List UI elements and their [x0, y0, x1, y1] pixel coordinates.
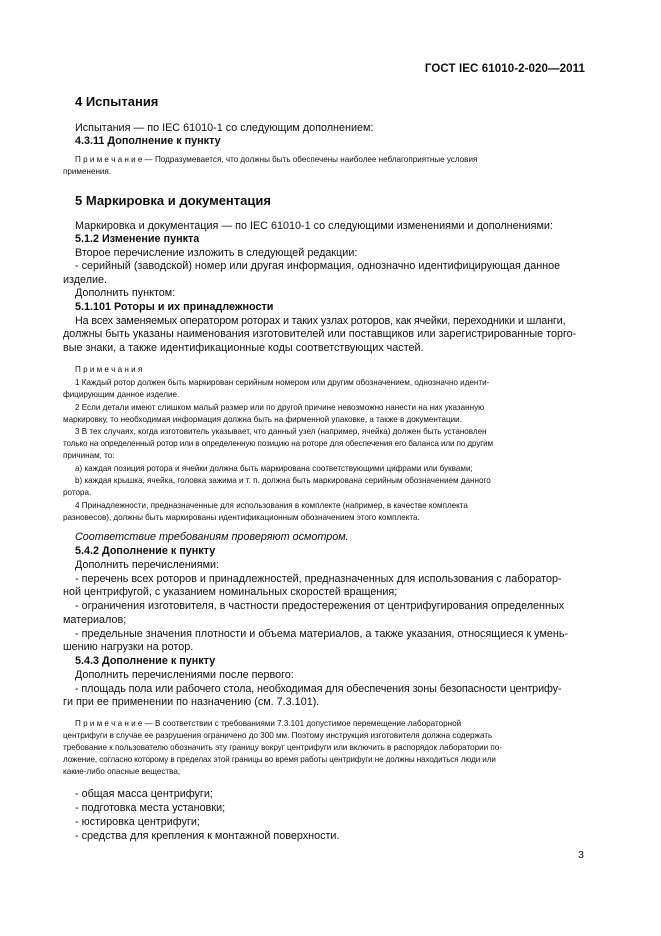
- p1-line1: На всех заменяемых оператором роторах и таких узлах роторов, как ячейки, переходники и шланги,: [75, 315, 566, 327]
- note-1b: фицирующим данное изделие.: [63, 390, 180, 399]
- section-4-heading: 4 Испытания: [75, 94, 159, 109]
- note-2b: маркировку, то необходимая информация должна быть на фирменной упаковке, а также в документации.: [63, 415, 462, 424]
- list-item-3: - юстировка центрифуги;: [75, 816, 200, 828]
- list-item-2: - подготовка места установки;: [75, 802, 226, 814]
- note-2-line5: какие-либо опасные вещества;: [63, 767, 181, 776]
- list-item-1: - общая масса центрифуги;: [75, 788, 213, 800]
- bullet-3a: - предельные значения плотности и объема материалов, а также указания, относящиеся к умень-: [75, 628, 569, 640]
- note-label: П р и м е ч а н и е: [75, 155, 143, 164]
- clause-5-1-2-text2b: изделие.: [63, 274, 108, 286]
- note-4a: 4 Принадлежности, предназначенные для использования в комплекте (например, в качестве комплекта: [75, 501, 468, 510]
- bullet-2a: - ограничения изготовителя, в частности предостережения от центрифугирования определенных: [75, 600, 565, 612]
- clause-5-4-3-item-b: ги при ее применении по назначению (см. 7.3.101).: [63, 696, 320, 708]
- section-5-text: Маркировка и документация — по IEC 61010-1 со следующими изменениями и дополнениями:: [75, 220, 553, 232]
- clause-4-3-11: 4.3.11 Дополнение к пункту: [75, 135, 221, 147]
- section-4-text: Испытания — по IEC 61010-1 со следующим дополнением:: [75, 122, 374, 134]
- clause-5-4-3: 5.4.3 Дополнение к пункту: [75, 655, 216, 667]
- p1-line3: вые знаки, а также идентификационные коды соответствующих частей.: [63, 342, 424, 354]
- conformity-check: Соответствие требованиям проверяют осмотром.: [75, 531, 349, 543]
- clause-5-4-2: 5.4.2 Дополнение к пункту: [75, 545, 216, 557]
- note-2a: 2 Если детали имеют слишком малый размер или по другой причине невозможно нанести на них указанную: [75, 403, 485, 412]
- standard-header: ГОСТ IEC 61010-2-020—2011: [424, 63, 585, 75]
- clause-5-1-101: 5.1.101 Роторы и их принадлежности: [75, 301, 274, 313]
- section-5-heading: 5 Маркировка и документация: [75, 193, 271, 208]
- clause-5-1-2-text1: Второе перечисление изложить в следующей редакции:: [75, 247, 358, 259]
- note-3d: а) каждая позиция ротора и ячейки должна быть маркирована соответствующими цифрами или буквами;: [75, 464, 473, 473]
- clause-5-1-2-text3: Дополнить пунктом:: [75, 287, 176, 299]
- note-2-line4: ложение, согласно которому в пределах этой границы во время работы центрифуги не должны находиться люди или: [63, 755, 496, 764]
- section-4-note: [75, 154, 584, 166]
- section-4-note-cont: применения.: [63, 167, 112, 176]
- bullet-1b: ной центрифугой, с указанием номинальных скоростей вращения;: [63, 586, 398, 598]
- note-3c: причинам, то:: [63, 451, 115, 460]
- bullet-1a: - перечень всех роторов и принадлежностей, предназначенных для использования с лаборатор-: [75, 573, 562, 585]
- clause-5-4-2-text: Дополнить перечислениями:: [75, 559, 220, 571]
- p1-line2: должны быть указаны наименования изготовителей или поставщиков или зарегистрированные торго-: [63, 328, 577, 340]
- note-2-line3: требование к пользователю обозначить эту границу вокруг центрифуги или включить в распорядок лаборатории по-: [63, 743, 502, 752]
- note-2-line1: [75, 718, 461, 730]
- clause-5-4-3-item-a: - площадь пола или рабочего стола, необходимая для обеспечения зоны безопасности центрифу-: [75, 683, 562, 695]
- clause-5-4-3-text: Дополнить перечислениями после первого:: [75, 669, 294, 681]
- page-number: 3: [578, 849, 584, 861]
- note-3f: ротора.: [63, 488, 92, 497]
- clause-5-1-2: 5.1.2 Изменение пункта: [75, 233, 200, 245]
- clause-5-1-2-text2a: - серийный (заводской) номер или другая информация, однозначно идентифицирующая данное: [75, 260, 561, 272]
- note-2-label: П р и м е ч а н и е: [75, 719, 143, 728]
- note-3b: только на определенный ротор или в определенную позицию на роторе для обеспечения его баланса или по другим: [63, 439, 494, 448]
- note-4b: разновесов), должны быть маркированы идентификационным обозначением этого комплекта.: [63, 513, 420, 522]
- list-item-4: - средства для крепления к монтажной поверхности.: [75, 830, 340, 842]
- note-3e: b) каждая крышка, ячейка, головка зажима и т. п. должна быть маркирована серийным обозначением данного: [75, 476, 491, 485]
- notes-label: П р и м е ч а н и я: [75, 365, 143, 374]
- note-3a: 3 В тех случаях, когда изготовитель указывает, что данный узел (например, ячейка) должен быть установлен: [75, 427, 487, 436]
- note-text: — Подразумевается, что должны быть обеспечены наиболее неблагоприятные условия: [142, 155, 478, 164]
- note-2-line2: центрифуги в случае ее разрушения ограничено до 300 мм. Поэтому инструкция изготовителя должна содержать: [63, 731, 493, 740]
- bullet-3b: шению нагрузки на ротор.: [63, 641, 194, 653]
- note-1a: 1 Каждый ротор должен быть маркирован серийным номером или другим обозначением, однозначно иденти-: [75, 378, 490, 387]
- bullet-2b: материалов;: [63, 614, 127, 626]
- note-2-text: — В соответствии с требованиями 7.3.101 допустимое перемещение лабораторной: [142, 719, 462, 728]
